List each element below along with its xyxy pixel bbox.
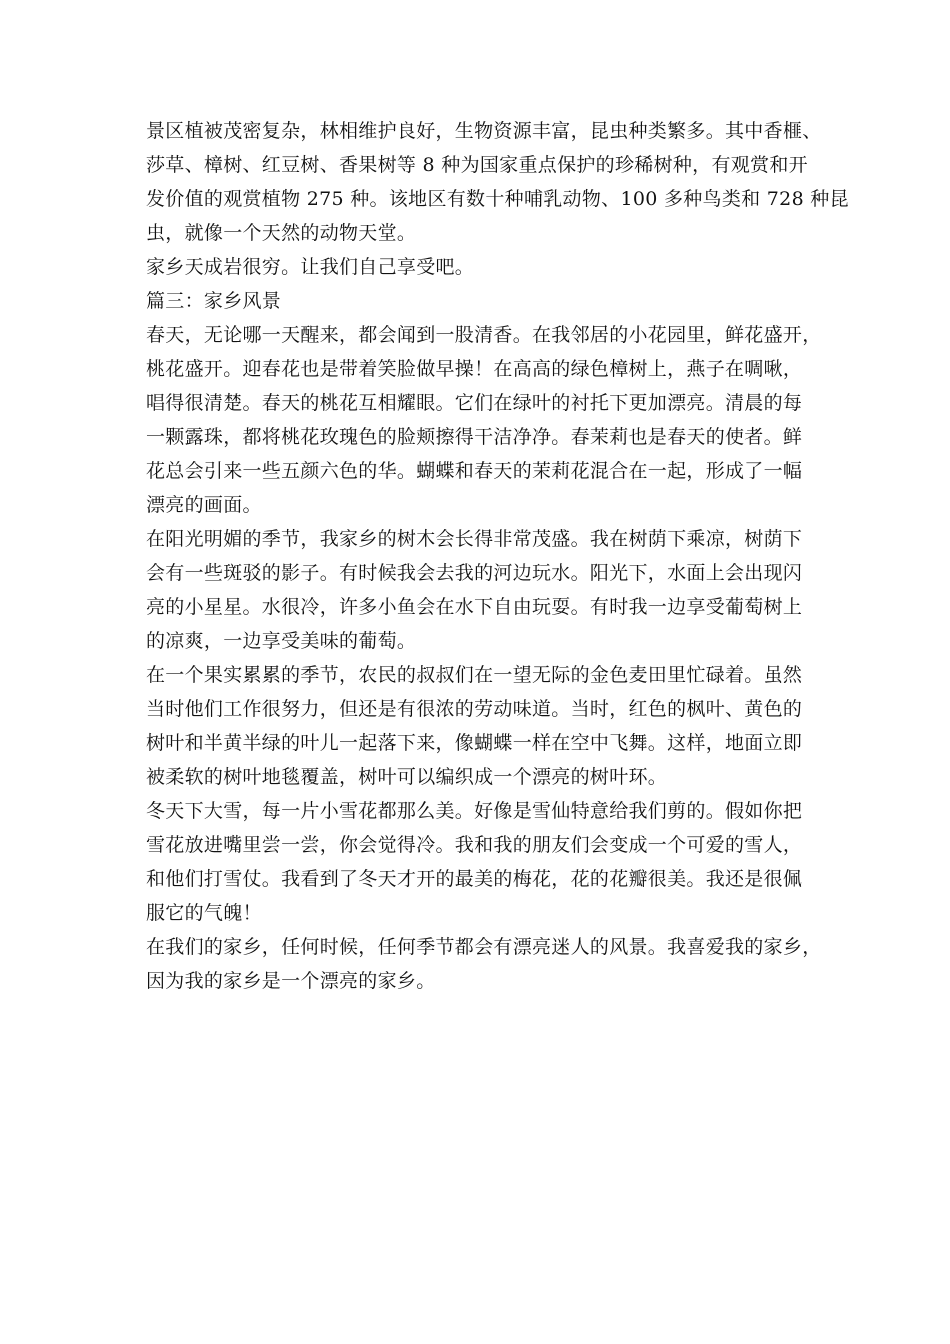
text-line: 在一个果实累累的季节，农民的叔叔们在一望无际的金色麦田里忙碌着。虽然: [146, 664, 803, 686]
text-line: 会有一些斑驳的影子。有时候我会去我的河边玩水。阳光下，水面上会出现闪: [146, 562, 803, 584]
text-line: 发价值的观赏植物 275 种。该地区有数十种哺乳动物、100 多种鸟类和 728 种昆: [146, 188, 849, 210]
text-line: 亮的小星星。水很冷，许多小鱼会在水下自由玩耍。有时我一边享受葡萄树上: [146, 596, 803, 618]
section-heading: 篇三：家乡风景: [146, 290, 282, 312]
text-line: 花总会引来一些五颜六色的华。蝴蝶和春天的茉莉花混合在一起，形成了一幅: [146, 460, 803, 482]
text-line: 因为我的家乡是一个漂亮的家乡。: [146, 970, 436, 992]
text-line: 景区植被茂密复杂，林相维护良好，生物资源丰富，昆虫种类繁多。其中香榧、: [146, 120, 822, 142]
text-line: 服它的气魄！: [146, 902, 262, 924]
text-line: 树叶和半黄半绿的叶儿一起落下来，像蝴蝶一样在空中飞舞。这样，地面立即: [146, 732, 803, 754]
text-line: 春天，无论哪一天醒来，都会闻到一股清香。在我邻居的小花园里，鲜花盛开，: [146, 324, 822, 346]
text-line: 当时他们工作很努力，但还是有很浓的劳动味道。当时，红色的枫叶、黄色的: [146, 698, 803, 720]
text-line: 和他们打雪仗。我看到了冬天才开的最美的梅花，花的花瓣很美。我还是很佩: [146, 868, 803, 890]
text-line: 漂亮的画面。: [146, 494, 262, 516]
text-line: 的凉爽，一边享受美味的葡萄。: [146, 630, 417, 652]
text-line: 桃花盛开。迎春花也是带着笑脸做早操！在高高的绿色樟树上，燕子在啁啾，: [146, 358, 803, 380]
text-line: 家乡天成岩很穷。让我们自己享受吧。: [146, 256, 475, 278]
text-line: 雪花放进嘴里尝一尝，你会觉得冷。我和我的朋友们会变成一个可爱的雪人，: [146, 834, 803, 856]
text-line: 在我们的家乡，任何时候，任何季节都会有漂亮迷人的风景。我喜爱我的家乡，: [146, 936, 822, 958]
text-line: 冬天下大雪，每一片小雪花都那么美。好像是雪仙特意给我们剪的。假如你把: [146, 800, 803, 822]
document-body: [146, 114, 849, 998]
text-line: 唱得很清楚。春天的桃花互相耀眼。它们在绿叶的衬托下更加漂亮。清晨的每: [146, 392, 803, 414]
text-line: 莎草、樟树、红豆树、香果树等 8 种为国家重点保护的珍稀树种，有观赏和开: [146, 154, 808, 176]
text-line: 虫，就像一个天然的动物天堂。: [146, 222, 417, 244]
text-line: 被柔软的树叶地毯覆盖，树叶可以编织成一个漂亮的树叶环。: [146, 766, 668, 788]
text-line: 一颗露珠，都将桃花玫瑰色的脸颊擦得干洁净净。春茉莉也是春天的使者。鲜: [146, 426, 803, 448]
text-line: 在阳光明媚的季节，我家乡的树木会长得非常茂盛。我在树荫下乘凉，树荫下: [146, 528, 803, 550]
